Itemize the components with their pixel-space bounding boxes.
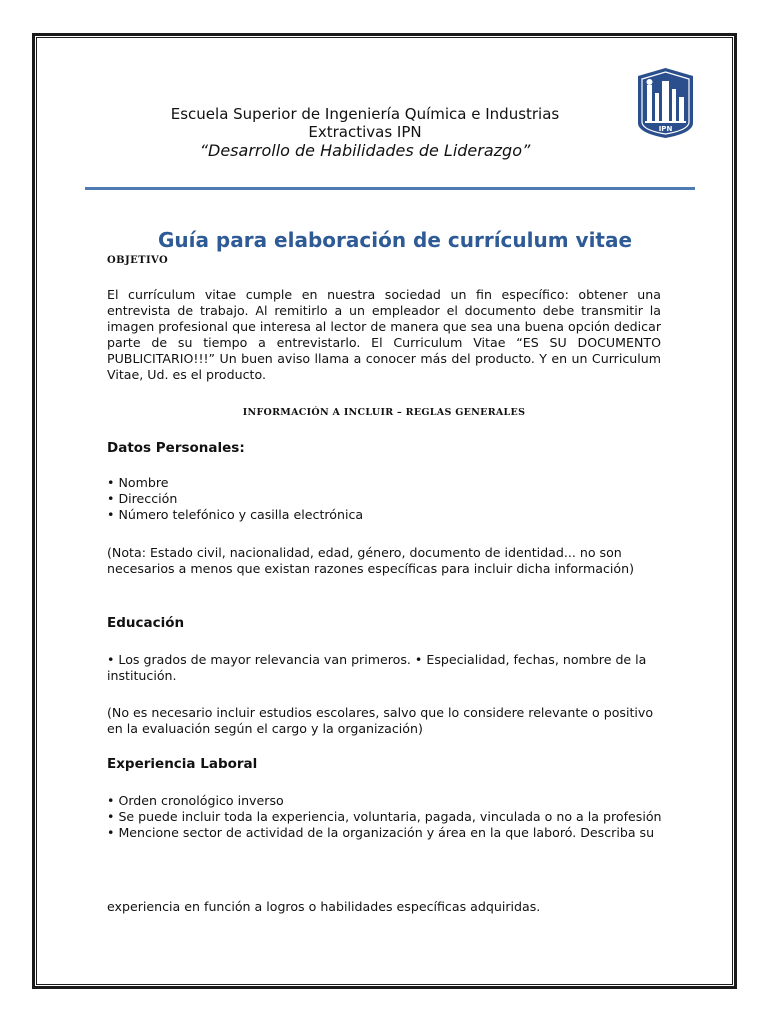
personal-data-note: (Nota: Estado civil, nacionalidad, edad, género, documento de identidad... no son necesarios a menos que existan razones específicas para incluir dicha información) xyxy=(107,545,635,576)
personal-data-heading: Datos Personales: xyxy=(107,440,245,456)
school-motto: “Desarrollo de Habilidades de Liderazgo” xyxy=(199,141,531,160)
education-text: • Los grados de mayor relevancia van primeros. • Especialidad, fechas, nombre de la institución. xyxy=(107,652,647,683)
logo-text: IPN xyxy=(658,125,673,133)
rules-heading: INFORMACIÓN A INCLUIR – REGLAS GENERALES xyxy=(242,407,526,418)
experience-list xyxy=(107,793,665,841)
intro-paragraph: El currículum vitae cumple en nuestra sociedad un fin específico: obtener una entrevista de trabajo. Al remitirlo a un empleador el documento debe transmitir la imagen profesional que interesa al lector de manera que sea una buena opción dedicar parte de su tiempo a entrevistarlo. El Curriculum Vitae “ES SU DOCUMENTO PUBLICITARIO!!!” Un buen aviso llama a conocer más del producto. Y en un Curriculum Vitae, Ud. es el producto. xyxy=(107,287,661,382)
list-item: • Mencione sector de actividad de la organización y área en la que laboró. Describa su xyxy=(107,825,665,841)
list-item: • Dirección xyxy=(107,491,665,507)
school-name-line2: Extractivas IPN xyxy=(308,123,422,141)
school-name-line1: Escuela Superior de Ingeniería Química e Industrias xyxy=(170,105,560,123)
school-header xyxy=(100,105,630,160)
list-item: • Número telefónico y casilla electrónica xyxy=(107,507,665,523)
experience-heading: Experiencia Laboral xyxy=(107,756,258,772)
list-item: • Nombre xyxy=(107,475,665,491)
school-logo-icon xyxy=(636,67,695,139)
list-item: • Orden cronológico inverso xyxy=(107,793,665,809)
document-title: Guía para elaboración de currículum vitae xyxy=(157,228,633,252)
list-item: • Se puede incluir toda la experiencia, voluntaria, pagada, vinculada o no a la profesión xyxy=(107,809,665,825)
education-heading: Educación xyxy=(107,615,185,631)
experience-continuation: experiencia en función a logros o habilidades específicas adquiridas. xyxy=(107,899,541,914)
education-note: (No es necesario incluir estudios escolares, salvo que lo considere relevante o positivo en la evaluación según el cargo y la organización) xyxy=(107,705,654,736)
header-divider xyxy=(85,187,695,190)
objective-label: OBJETIVO xyxy=(107,255,169,266)
personal-data-list xyxy=(107,475,665,523)
